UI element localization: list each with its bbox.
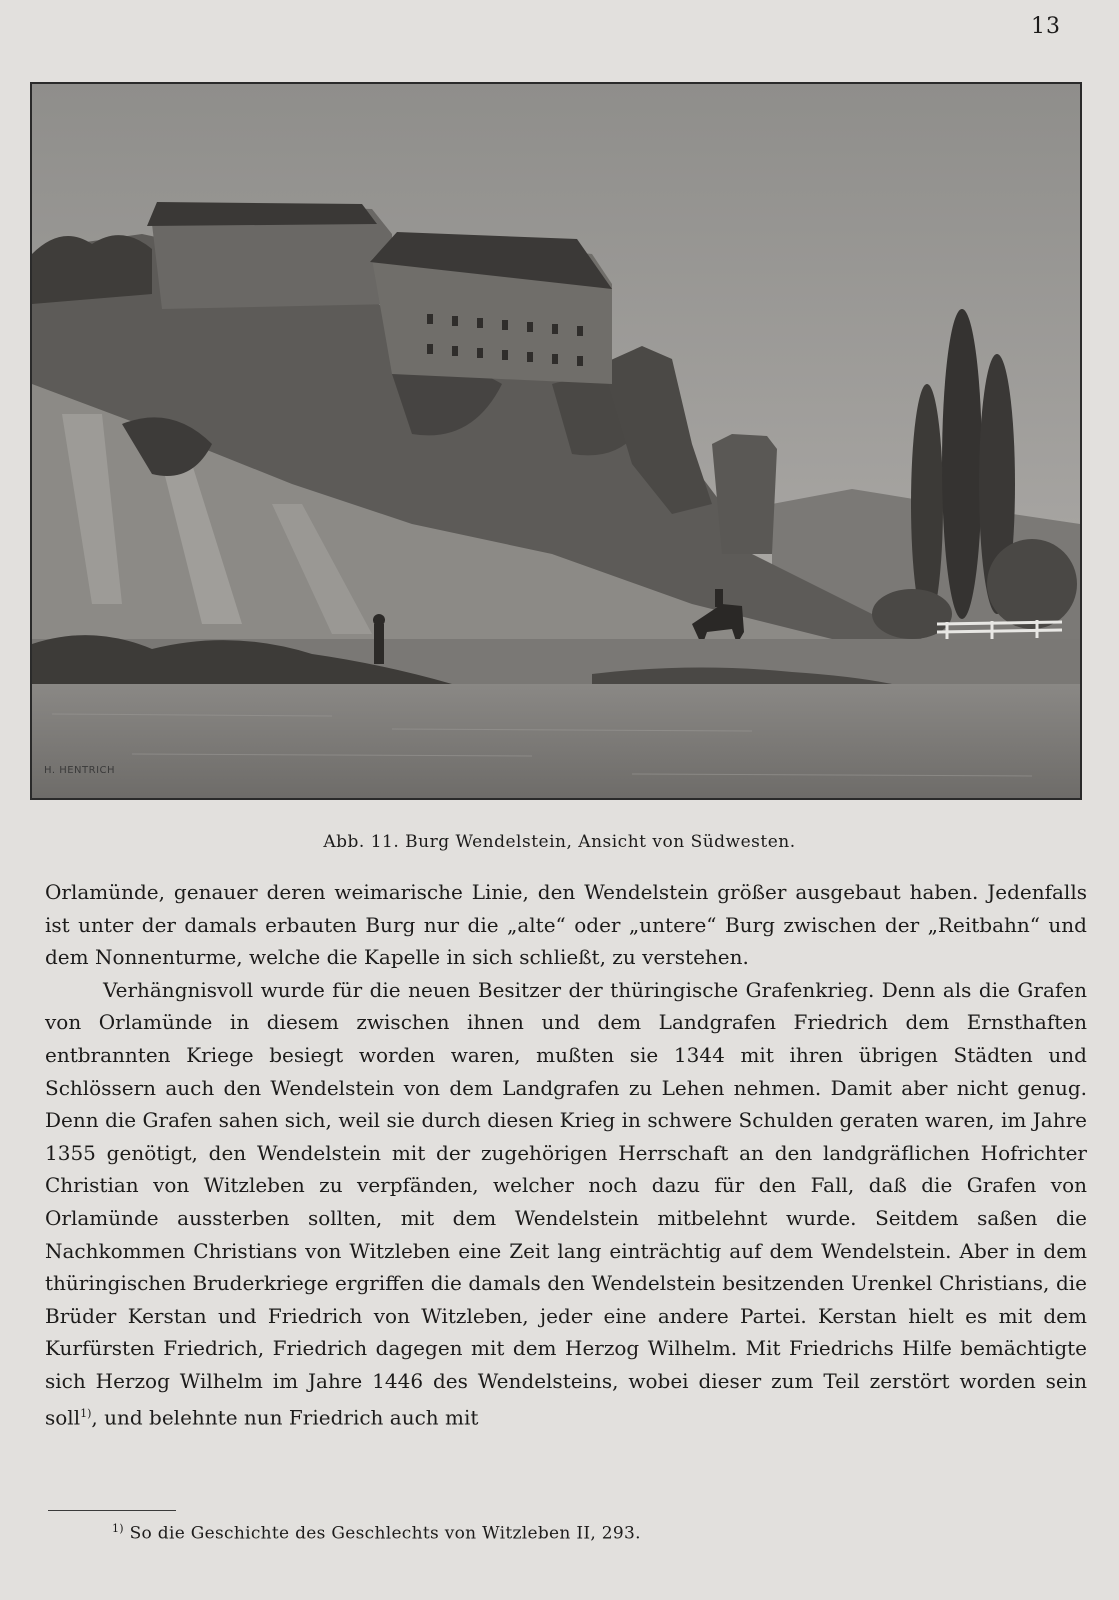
body-text <box>45 876 1087 1434</box>
castle-illustration <box>30 82 1082 800</box>
footnote-marker: 1) <box>112 1522 124 1535</box>
paragraph-2-tail: , und belehnte nun Friedrich auch mit <box>91 1405 479 1430</box>
figure-caption: Abb. 11. Burg Wendelstein, Ansicht von Südwesten. <box>323 832 796 852</box>
footnote-divider <box>48 1510 176 1511</box>
footnote <box>112 1522 641 1544</box>
castle-drawing <box>32 84 1080 798</box>
artist-signature: H. HENTRICH <box>44 765 116 776</box>
page-number: 13 <box>1031 14 1061 39</box>
footnote-text: So die Geschichte des Geschlechts von Witzleben II, 293. <box>123 1523 641 1544</box>
paragraph-1: Orlamünde, genauer deren weimarische Linie, den Wendelstein größer ausgebaut haben. Jedenfalls ist unter der damals erbauten Burg nur die „alte“ oder „untere“ Burg zwischen der „Reitbahn“ und dem Nonnenturme, welche die Kapelle in sich schließt, zu verstehen. <box>45 880 1087 970</box>
paragraph-2-main: Verhängnisvoll wurde für die neuen Besitzer der thüringische Grafenkrieg. Denn als die Grafen von Orlamünde in diesem zwischen ihnen und dem Landgrafen Friedrich dem Ernsthaften entbrannten Kriege besiegt worden waren, mußten sie 1344 mit ihren übrigen Städten und Schlössern auch den Wendelstein von dem Landgrafen zu Lehen nehmen. Damit aber nicht genug. Denn die Grafen sahen sich, weil sie durch diesen Krieg in schwere Schulden geraten waren, im Jahre 1355 genötigt, den Wendelstein mit der zugehörigen Herrschaft an den landgräflichen Hofrichter Christian von Witzleben zu verpfänden, welcher noch dazu für den Fall, daß die Grafen von Orlamünde aussterben sollten, mit dem Wendelstein mitbelehnt wurde. Seitdem saßen die Nachkommen Christians von Witzleben eine Zeit lang einträchtig auf dem Wendelstein. Aber in dem thüringischen Bruderkriege ergriffen die damals den Wendelstein besitzenden Urenkel Christians, die Brüder Kerstan und Friedrich von Witzleben, jeder eine andere Partei. Kerstan hielt es mit dem Kurfürsten Friedrich, Friedrich dagegen mit dem Herzog Wilhelm. Mit Friedrichs Hilfe bemächtigte sich Herzog Wilhelm im Jahre 1446 des Wendelsteins, wobei dieser zum Teil zerstört worden sein soll <box>45 977 1087 1430</box>
paragraph-2 <box>45 974 1087 1434</box>
footnote-reference: 1) <box>80 1406 92 1420</box>
